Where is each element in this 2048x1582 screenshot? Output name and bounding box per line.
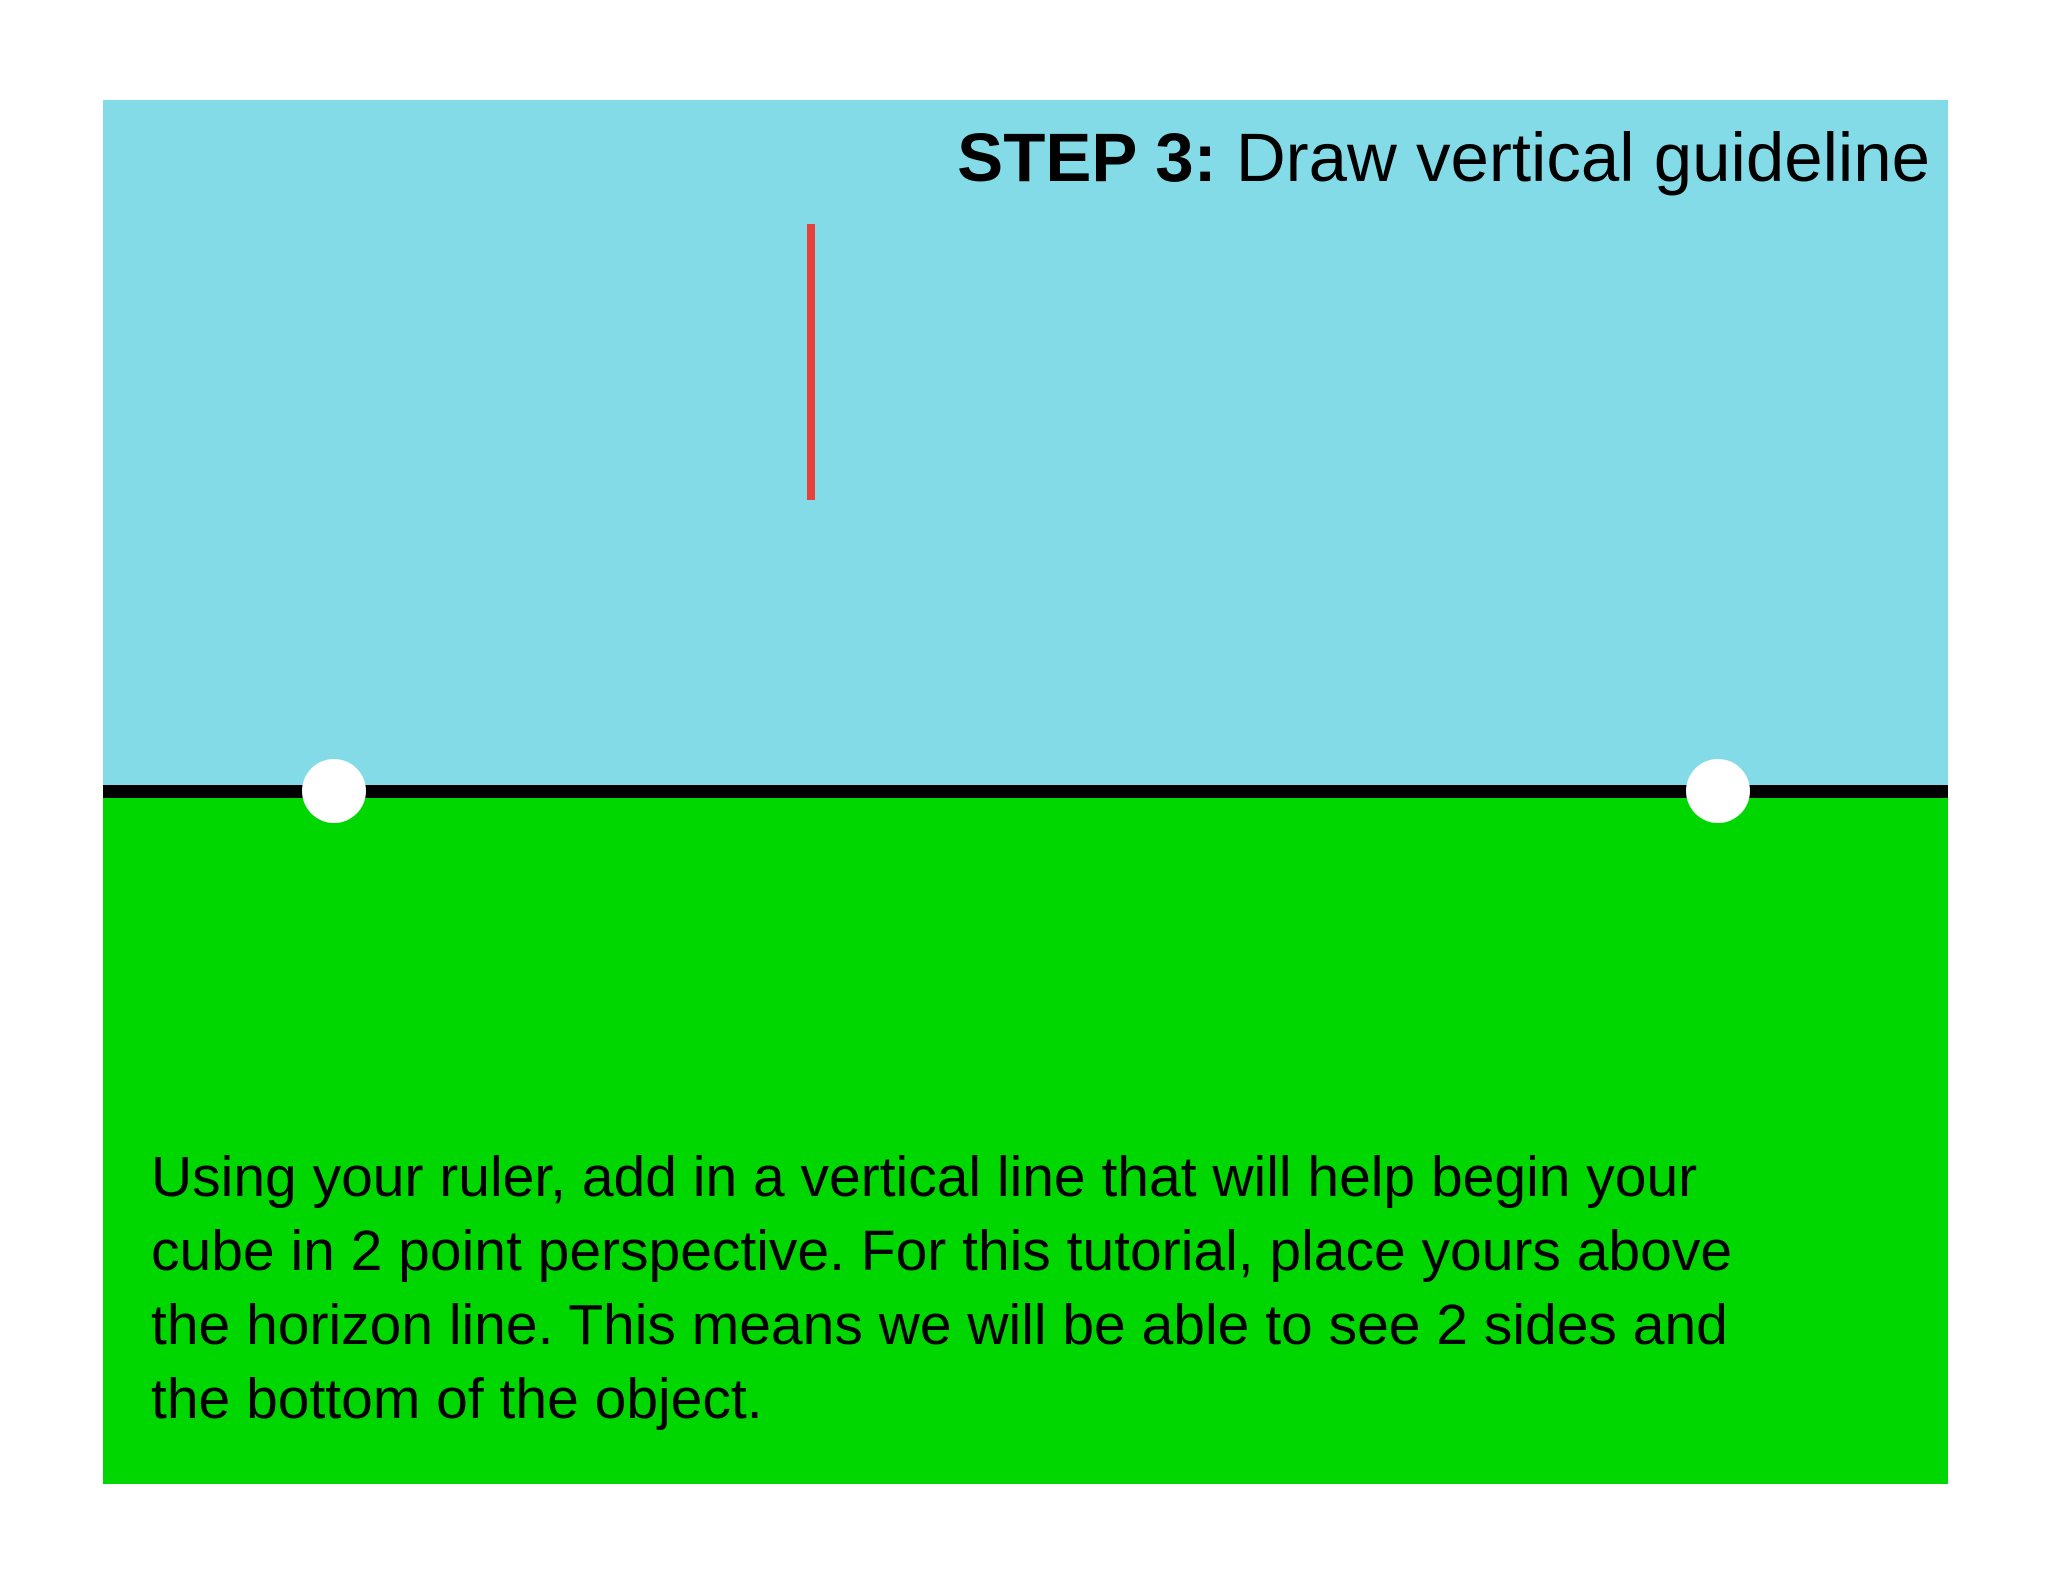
instructions-line: the horizon line. This means we will be able to see 2 sides and bbox=[151, 1293, 1728, 1357]
sky-area bbox=[103, 100, 1948, 791]
slide bbox=[103, 100, 1948, 1484]
step-label: STEP 3: bbox=[957, 119, 1217, 196]
step-title bbox=[957, 118, 1930, 198]
right-vanishing-point bbox=[1686, 759, 1750, 823]
instructions-line: cube in 2 point perspective. For this tutorial, place yours above bbox=[151, 1219, 1733, 1283]
left-vanishing-point bbox=[302, 759, 366, 823]
step-description: Draw vertical guideline bbox=[1235, 119, 1930, 196]
vertical-guideline bbox=[807, 224, 815, 500]
instructions-text bbox=[151, 1140, 1911, 1436]
instructions-line: the bottom of the object. bbox=[151, 1367, 763, 1431]
horizon-line bbox=[103, 785, 1948, 798]
instructions-line: Using your ruler, add in a vertical line that will help begin your bbox=[151, 1145, 1698, 1209]
